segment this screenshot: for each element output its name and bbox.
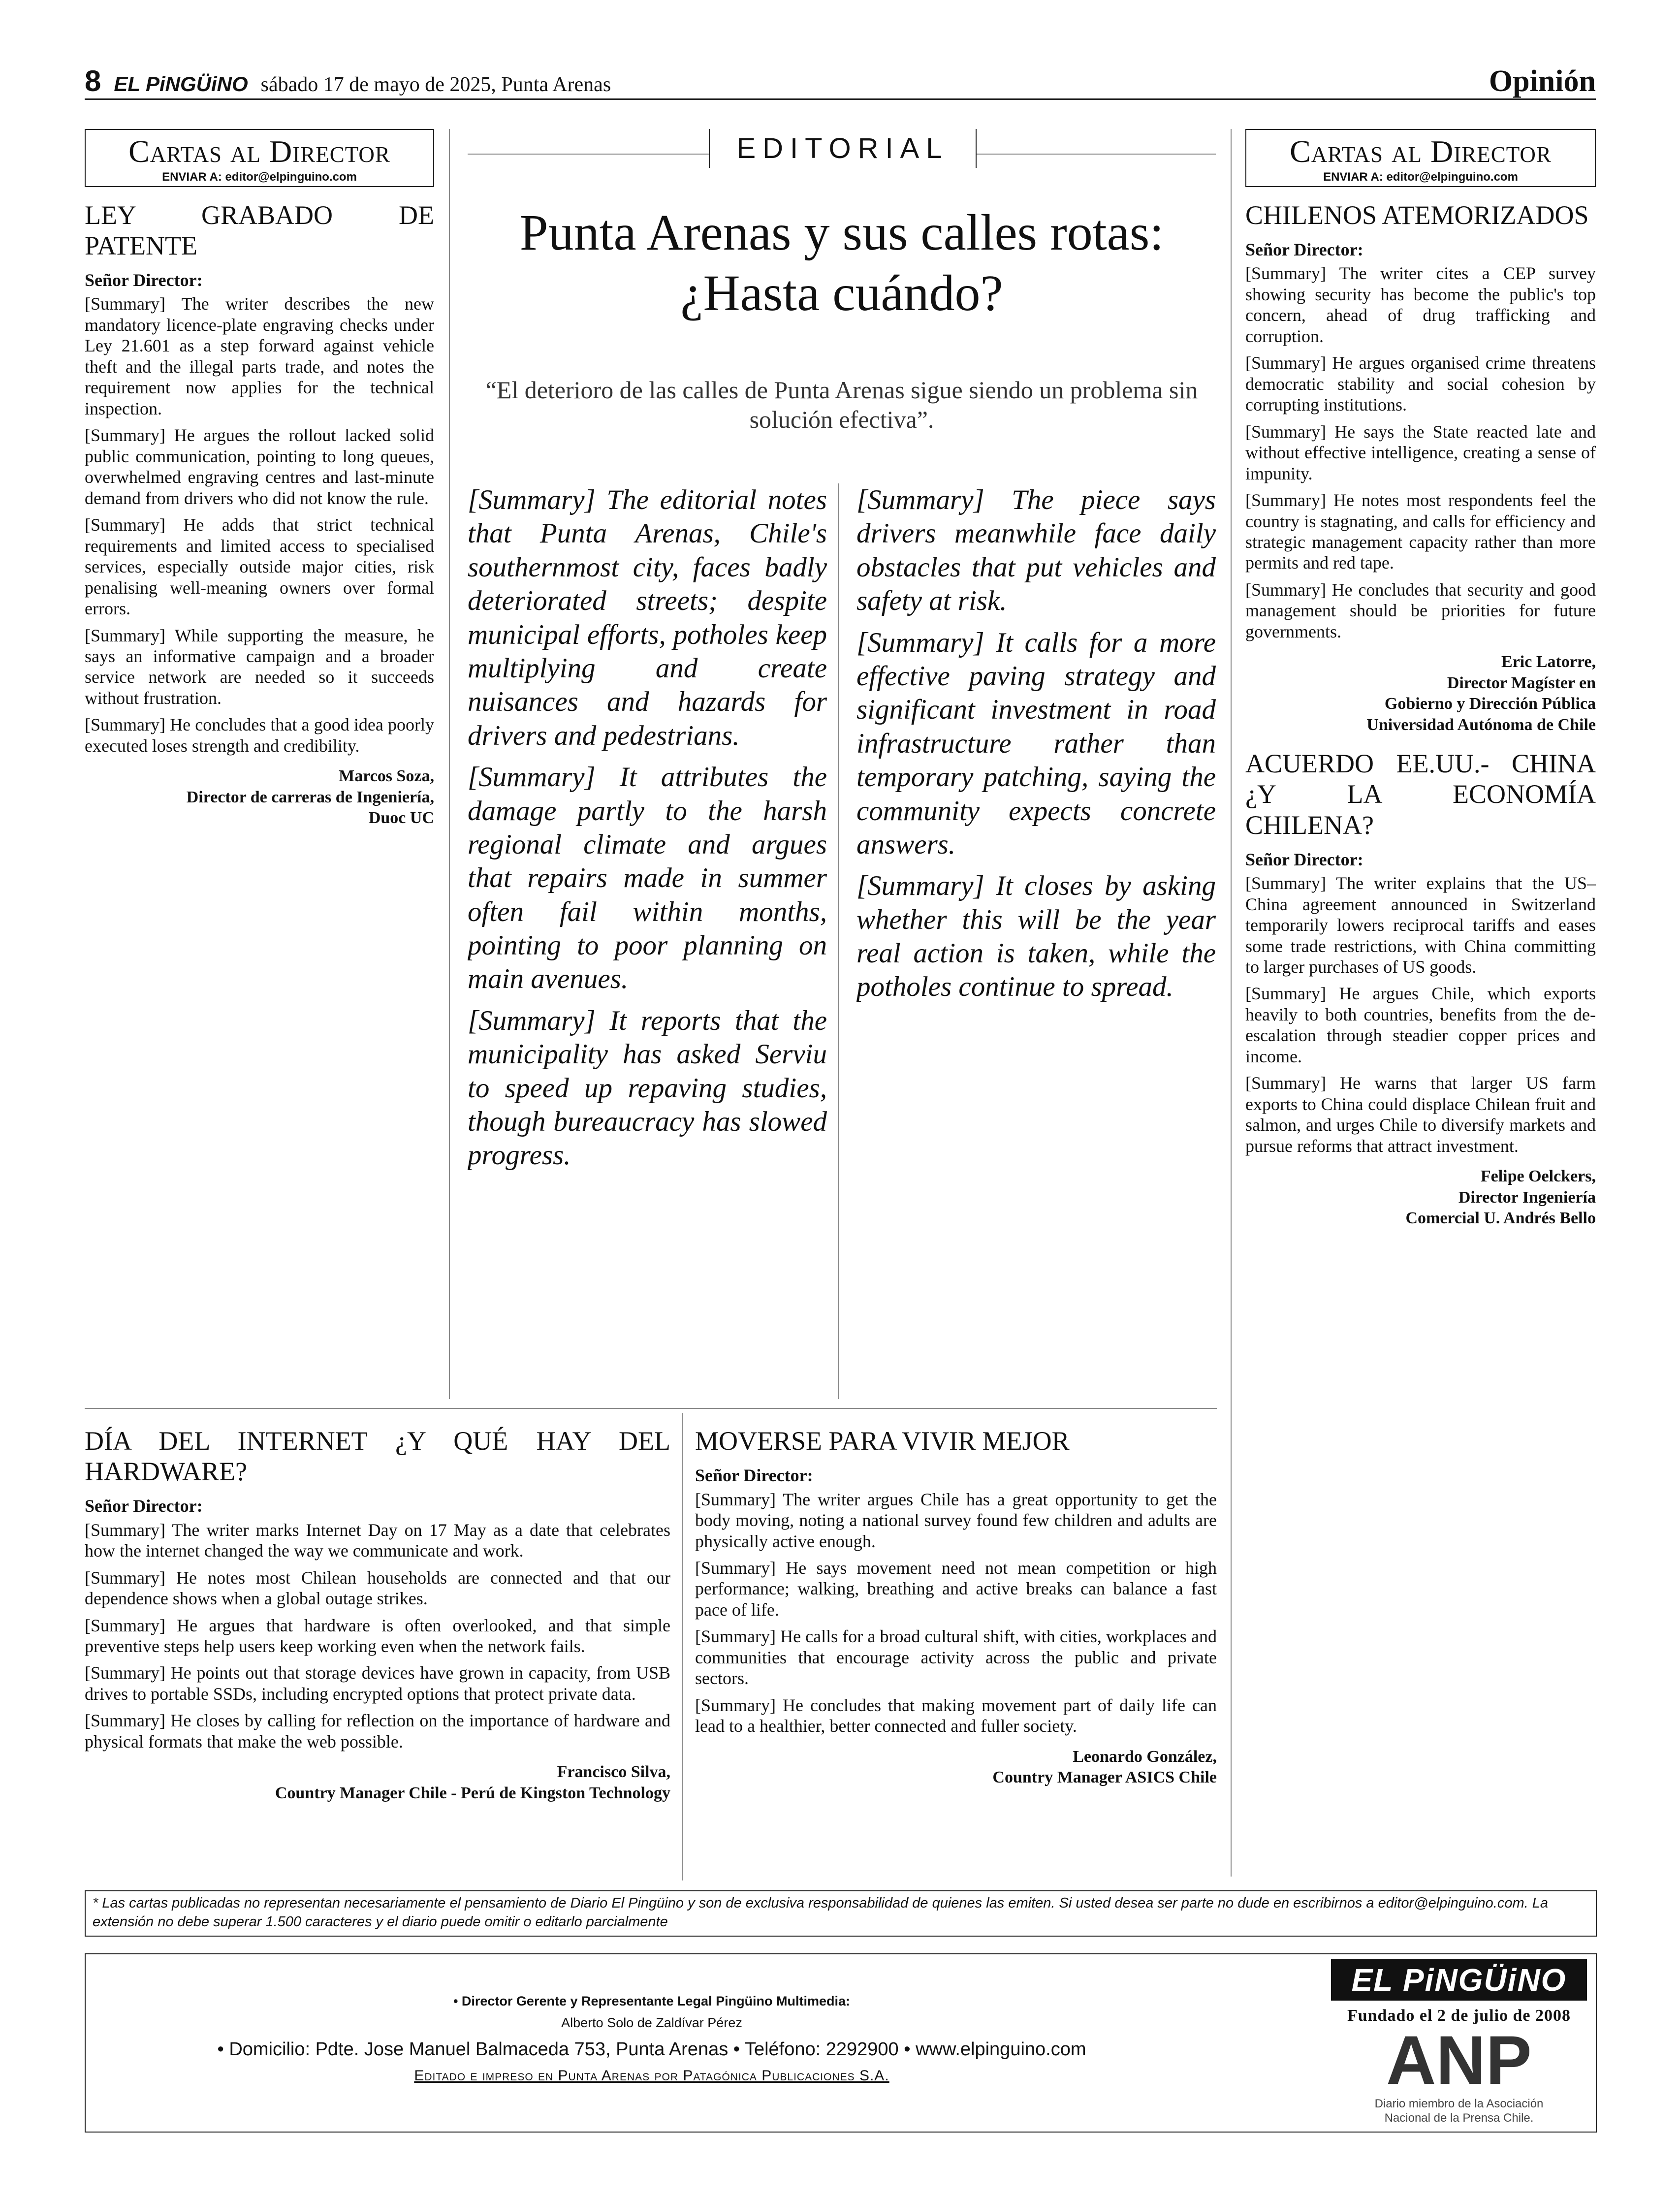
founded-date: Fundado el 2 de julio de 2008 xyxy=(1347,2007,1571,2025)
page-number: 8 xyxy=(85,64,101,97)
section-title: Opinión xyxy=(1489,64,1596,98)
newspaper-logo: EL PiNGÜiNO xyxy=(1331,1959,1587,2001)
letter-paragraph: [Summary] He calls for a broad cultural shift, with cities, workplaces and communities that encourage activity across the public and private sectors. xyxy=(695,1626,1217,1688)
imprint-box xyxy=(85,1953,1597,2133)
letters-header-email: ENVIAR A: editor@elpinguino.com xyxy=(162,170,357,184)
signature-role: Country Manager Chile - Perú de Kingston Technology xyxy=(275,1784,670,1802)
signature-role: Universidad Autónoma de Chile xyxy=(1366,715,1596,734)
letter-paragraph: [Summary] He says movement need not mean competition or high performance; walking, breathing and active breaks can balance a fast pace of life. xyxy=(695,1558,1217,1620)
column-divider xyxy=(682,1413,683,1880)
editorial-paragraph: [Summary] The editorial notes that Punta Arenas, Chile's southernmost city, faces badly deteriorated streets; despite municipal efforts, potholes keep multiplying and create nuisances and hazards for drivers and pedestrians. xyxy=(468,484,827,751)
letter-paragraph: [Summary] The writer marks Internet Day on 17 May as a date that celebrates how the internet changed the way we communicate and work. xyxy=(85,1520,670,1561)
letter-paragraph: [Summary] He closes by calling for reflection on the importance of hardware and physical formats that make the web possible. xyxy=(85,1711,670,1752)
signature-role: Duoc UC xyxy=(368,809,434,828)
letter-paragraph: [Summary] He concludes that making movement part of daily life can lead to a healthier, better connected and fuller society. xyxy=(695,1695,1217,1736)
date-place: sábado 17 de mayo de 2025, Punta Arenas xyxy=(260,73,611,96)
signature-name: Leonardo González, xyxy=(1073,1747,1217,1766)
anp-logo: ANP xyxy=(1386,2021,1532,2099)
editorial-pull-quote: “El deterioro de las calles de Punta Arenas sigue siendo un problema sin solución efectiva”. xyxy=(485,376,1198,433)
letter-paragraph: [Summary] He adds that strict technical requirements and limited access to specialised services, especially outside major cities, risk penalising well-meaning owners over formal errors. xyxy=(85,515,434,619)
signature-role: Director de carreras de Ingeniería, xyxy=(186,788,434,806)
letter-paragraph: [Summary] He argues the rollout lacked solid public communication, pointing to long queues, overwhelmed engraving centres and last-minute demand from drivers who did not know the rule. xyxy=(85,425,434,508)
editorial-paragraph: [Summary] It reports that the municipality has asked Serviu to speed up repaving studies, though bureaucracy has slowed progress. xyxy=(468,1005,827,1171)
letter-paragraph: [Summary] He warns that larger US farm exports to China could displace Chilean fruit and salmon, and urges Chile to diversify markets and pursue reforms that attract investment. xyxy=(1245,1073,1596,1156)
signature-role: Country Manager ASICS Chile xyxy=(992,1768,1217,1787)
signature-role: Gobierno y Dirección Pública xyxy=(1384,695,1596,713)
signature-name: Eric Latorre, xyxy=(1501,653,1596,671)
letter-title: MOVERSE PARA VIVIR MEJOR xyxy=(695,1426,1070,1456)
printed-by: Editado e impreso en Punta Arenas por Patagónica Publicaciones S.A. xyxy=(414,2068,889,2084)
letter-paragraph: [Summary] The writer argues Chile has a great opportunity to get the body moving, noting a national survey found few children and adults are physically active enough. xyxy=(695,1489,1217,1551)
letters-header-left xyxy=(85,129,434,187)
letter-paragraph: [Summary] The writer describes the new mandatory licence-plate engraving checks under Ley 21.601 as a step forward against vehicle theft and the illegal parts trade, and notes the requirement now applies for the technical inspection. xyxy=(85,294,434,418)
anp-line: Nacional de la Prensa Chile. xyxy=(1384,2111,1534,2125)
letter-signature xyxy=(695,1747,1217,1788)
disclaimer-box: * Las cartas publicadas no representan necesariamente el pensamiento de Diario El Pingüino y son de exclusiva responsabilidad de quienes las emiten. Si usted desea ser parte no dude en escribirnos a editor@elpinguino.com. La extensión no debe superar 1.500 caracteres y el diario puede omitir o editarlo parcialmente xyxy=(85,1890,1597,1937)
letter-title: CHILENOS ATEMORIZADOS xyxy=(1245,200,1589,230)
letter-salutation: Señor Director: xyxy=(1245,849,1363,869)
newspaper-name: EL PiNGÜiNO xyxy=(114,72,248,96)
column-divider xyxy=(838,483,839,1399)
letter-salutation: Señor Director: xyxy=(695,1465,813,1486)
anp-line: Diario miembro de la Asociación xyxy=(1374,2097,1544,2110)
signature-role: Director Magíster en xyxy=(1447,673,1596,692)
letter-signature xyxy=(1245,652,1596,735)
letter-paragraph: [Summary] He concludes that security and good management should be priorities for future governments. xyxy=(1245,579,1596,641)
bottom-letter-2 xyxy=(695,1413,1217,1885)
letter-title: LEY GRABADO DE PATENTE xyxy=(85,200,434,260)
column-divider xyxy=(1231,129,1232,1877)
letter-paragraph: [Summary] He argues Chile, which exports heavily to both countries, benefits from the de-escalation through steadier copper prices and income. xyxy=(1245,984,1596,1066)
letter-paragraph: [Summary] He says the State reacted late and without effective intelligence, creating a sense of impunity. xyxy=(1245,421,1596,483)
right-letter-column xyxy=(1245,129,1596,1881)
editorial-column-1 xyxy=(468,483,827,1399)
bottom-letter-1 xyxy=(85,1413,670,1885)
editorial-paragraph: [Summary] The piece says drivers meanwhile face daily obstacles that put vehicles and safety at risk. xyxy=(856,484,1216,617)
letter-paragraph: [Summary] The writer cites a CEP survey showing security has become the public's top concern, ahead of drug trafficking and corruption. xyxy=(1245,263,1596,346)
address-line: • Domicilio: Pdte. Jose Manuel Balmaceda 753, Punta Arenas • Teléfono: 2292900 • www.elpinguino.com xyxy=(217,2039,1086,2060)
letter-title: DÍA DEL INTERNET ¿Y QUÉ HAY DEL HARDWARE? xyxy=(85,1426,670,1487)
editorial-label: EDITORIAL xyxy=(709,129,977,168)
letter-paragraph: [Summary] He argues organised crime threatens democratic stability and social cohesion by corrupting institutions. xyxy=(1245,353,1596,415)
letter-salutation: Señor Director: xyxy=(85,1496,203,1516)
editorial-paragraph: [Summary] It calls for a more effective paving strategy and significant investment in road infrastructure rather than temporary patching, saying the community expects concrete answers. xyxy=(856,627,1216,860)
signature-name: Felipe Oelckers, xyxy=(1480,1167,1596,1186)
letter-paragraph: [Summary] He notes most respondents feel the country is stagnating, and calls for efficiency and strategic management capacity rather than more permits and red tape. xyxy=(1245,490,1596,573)
signature-name: Francisco Silva, xyxy=(557,1763,670,1782)
editorial-paragraph: [Summary] It closes by asking whether this will be the year real action is taken, while the potholes continue to spread. xyxy=(856,870,1216,1003)
letter-salutation: Señor Director: xyxy=(1245,239,1363,259)
signature-role: Comercial U. Andrés Bello xyxy=(1405,1209,1596,1228)
letters-header-title: Cartas al Director xyxy=(1290,134,1552,169)
letter-paragraph: [Summary] He notes most Chilean households are connected and that our dependence shows when a global outage strikes. xyxy=(85,1567,670,1609)
letter-paragraph: [Summary] The writer explains that the US–China agreement announced in Switzerland temporarily lowers reciprocal tariffs and eases some trade restrictions, with China committing to larger purchases of US goods. xyxy=(1245,873,1596,977)
letters-header-right xyxy=(1245,129,1596,187)
signature-name: Marcos Soza, xyxy=(339,767,434,786)
letter-salutation: Señor Director: xyxy=(85,270,203,290)
column-divider xyxy=(449,129,450,1399)
anp-membership xyxy=(1331,2097,1587,2126)
letter-paragraph: [Summary] He points out that storage devices have grown in capacity, from USB drives to portable SSDs, including encrypted options that protect private data. xyxy=(85,1663,670,1704)
section-divider xyxy=(85,1408,1217,1409)
letter-signature xyxy=(85,1762,670,1804)
director-label: • Director Gerente y Representante Legal Pingüino Multimedia: xyxy=(453,1994,851,2008)
editorial-block xyxy=(468,129,1216,1399)
letters-header-title: Cartas al Director xyxy=(128,134,390,169)
editorial-paragraph: [Summary] It attributes the damage partly to the harsh regional climate and argues that repairs made in summer often fail within months, pointing to poor planning on main avenues. xyxy=(468,762,827,995)
editorial-title: Punta Arenas y sus calles rotas: ¿Hasta cuándo? xyxy=(519,204,1164,321)
left-letter-column xyxy=(85,129,434,1399)
editorial-column-2 xyxy=(856,483,1216,1399)
letters-header-email: ENVIAR A: editor@elpinguino.com xyxy=(1323,170,1518,184)
signature-role: Director Ingeniería xyxy=(1458,1188,1596,1207)
page-folio xyxy=(85,64,1596,100)
letter-paragraph: [Summary] He argues that hardware is often overlooked, and that simple preventive steps help users keep working even when the network fails. xyxy=(85,1615,670,1656)
letter-paragraph: [Summary] While supporting the measure, he says an informative campaign and a broader service network are needed so it succeeds without frustration. xyxy=(85,625,434,708)
director-name: Alberto Solo de Zaldívar Pérez xyxy=(561,2015,742,2030)
letter-paragraph: [Summary] He concludes that a good idea poorly executed loses strength and credibility. xyxy=(85,715,434,756)
letter-signature xyxy=(1245,1166,1596,1229)
letter-title: ACUERDO EE.UU.- CHINA ¿Y LA ECONOMÍA CHILENA? xyxy=(1245,749,1596,840)
letter-signature xyxy=(85,766,434,829)
